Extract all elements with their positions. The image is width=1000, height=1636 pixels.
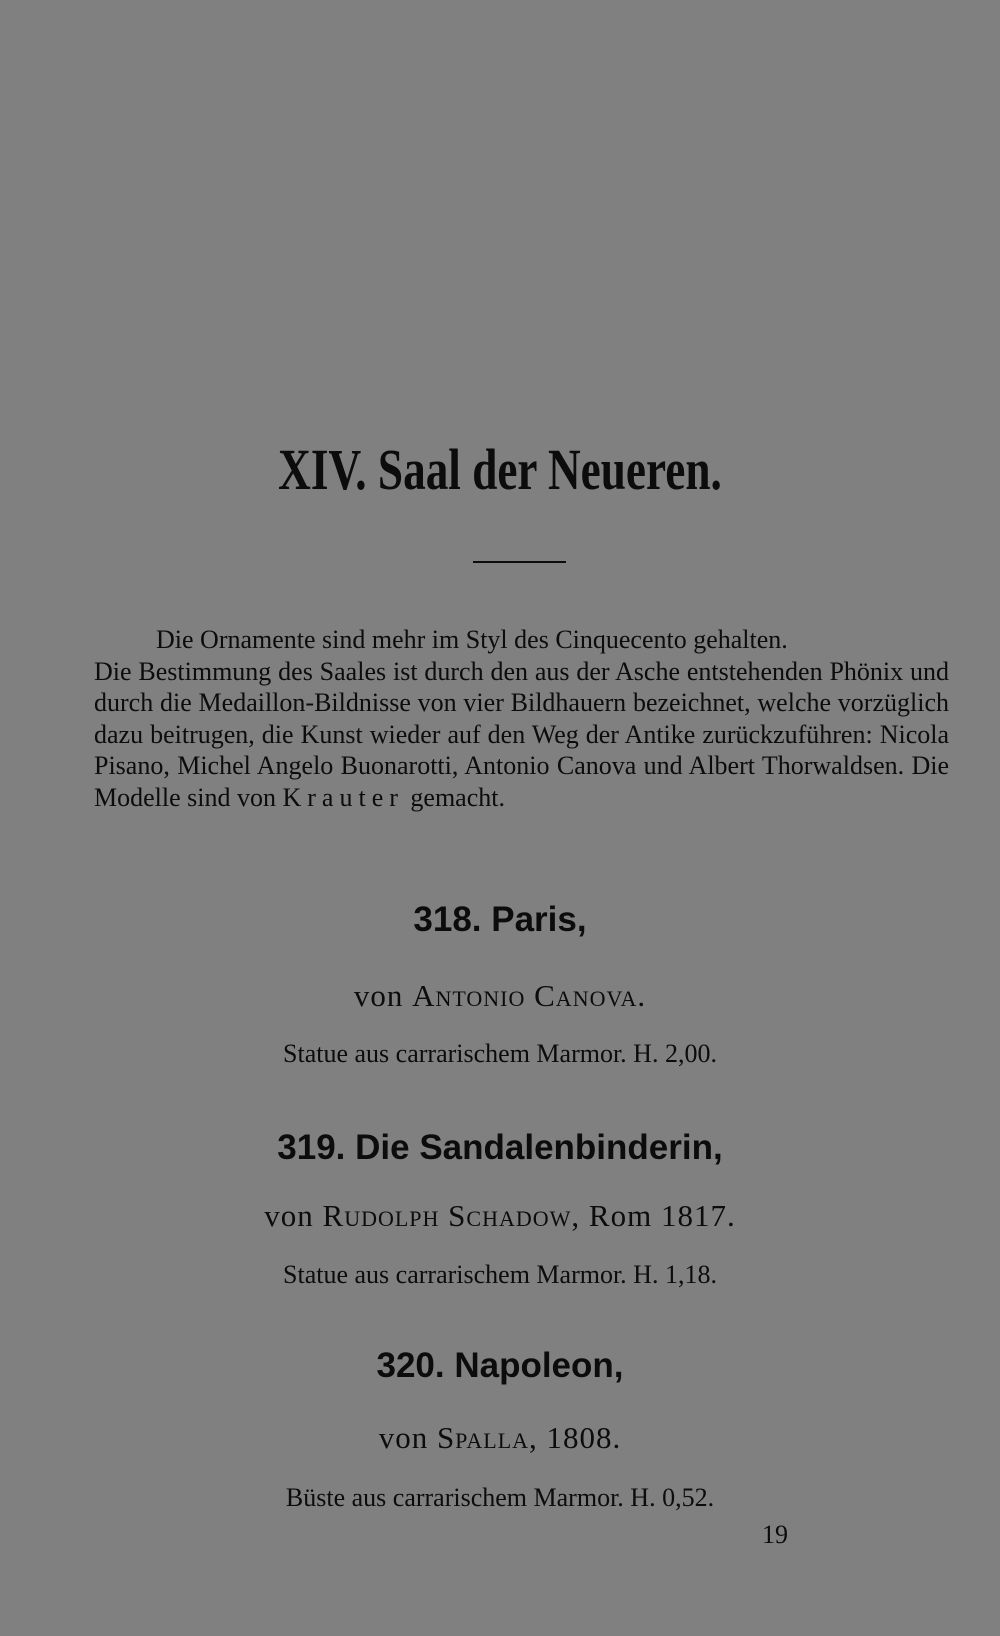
page-number: 19: [762, 1520, 788, 1549]
entry-320-description: Büste aus carrarischem Marmor. H. 0,52.: [285, 1483, 715, 1512]
entry-319-suffix: , Rom 1817.: [571, 1198, 736, 1233]
intro-ending: gemacht.: [410, 782, 505, 812]
entry-320-title: 320. Napoleon,: [376, 1346, 624, 1385]
entry-318-description: Statue aus carrarischem Marmor. H. 2,00.: [283, 1039, 717, 1068]
entry-318-suffix: .: [637, 978, 647, 1013]
intro-first-sentence: Die Ornamente sind mehr im Styl des Cinquecento gehalten.: [156, 625, 788, 654]
entry-319-author: [0, 1198, 1000, 1234]
section-heading: XIV. Saal der Neueren.: [278, 437, 722, 502]
heading-divider: [473, 561, 566, 563]
entry-320-artist: Spalla: [436, 1420, 530, 1455]
entry-320-suffix: , 1808.: [529, 1420, 622, 1455]
entry-319-artist: Rudolph Schadow: [322, 1198, 572, 1233]
intro-body: [94, 656, 949, 814]
intro-paragraph: [94, 624, 949, 813]
entry-319-prefix: von: [264, 1198, 314, 1233]
modeller-name: Krauter: [282, 782, 404, 812]
entry-318-title: 318. Paris,: [413, 900, 587, 939]
intro-body-text: Die Bestimmung des Saales ist durch den aus der Asche entstehenden Phönix und durch die Medaillon-Bildnisse von vier Bildhauern bezeichnet, welche vorzüglich dazu beitrugen, die Kunst wieder auf den Weg der Antike zurückzuführen: Nicola Pisano, Michel Angelo Buonarotti, Antonio Canova und Albert Thorwaldsen. Die Modelle sind von: [94, 656, 949, 812]
entry-320-author: [0, 1420, 1000, 1456]
entry-318-prefix: von: [353, 978, 404, 1013]
entry-320-prefix: von: [378, 1420, 429, 1455]
entry-319-title: 319. Die Sandalenbinderin,: [277, 1128, 723, 1167]
entry-318-author: [0, 978, 1000, 1014]
entry-318-artist: Antonio Canova: [412, 978, 638, 1013]
entry-319-description: Statue aus carrarischem Marmor. H. 1,18.: [283, 1260, 717, 1289]
